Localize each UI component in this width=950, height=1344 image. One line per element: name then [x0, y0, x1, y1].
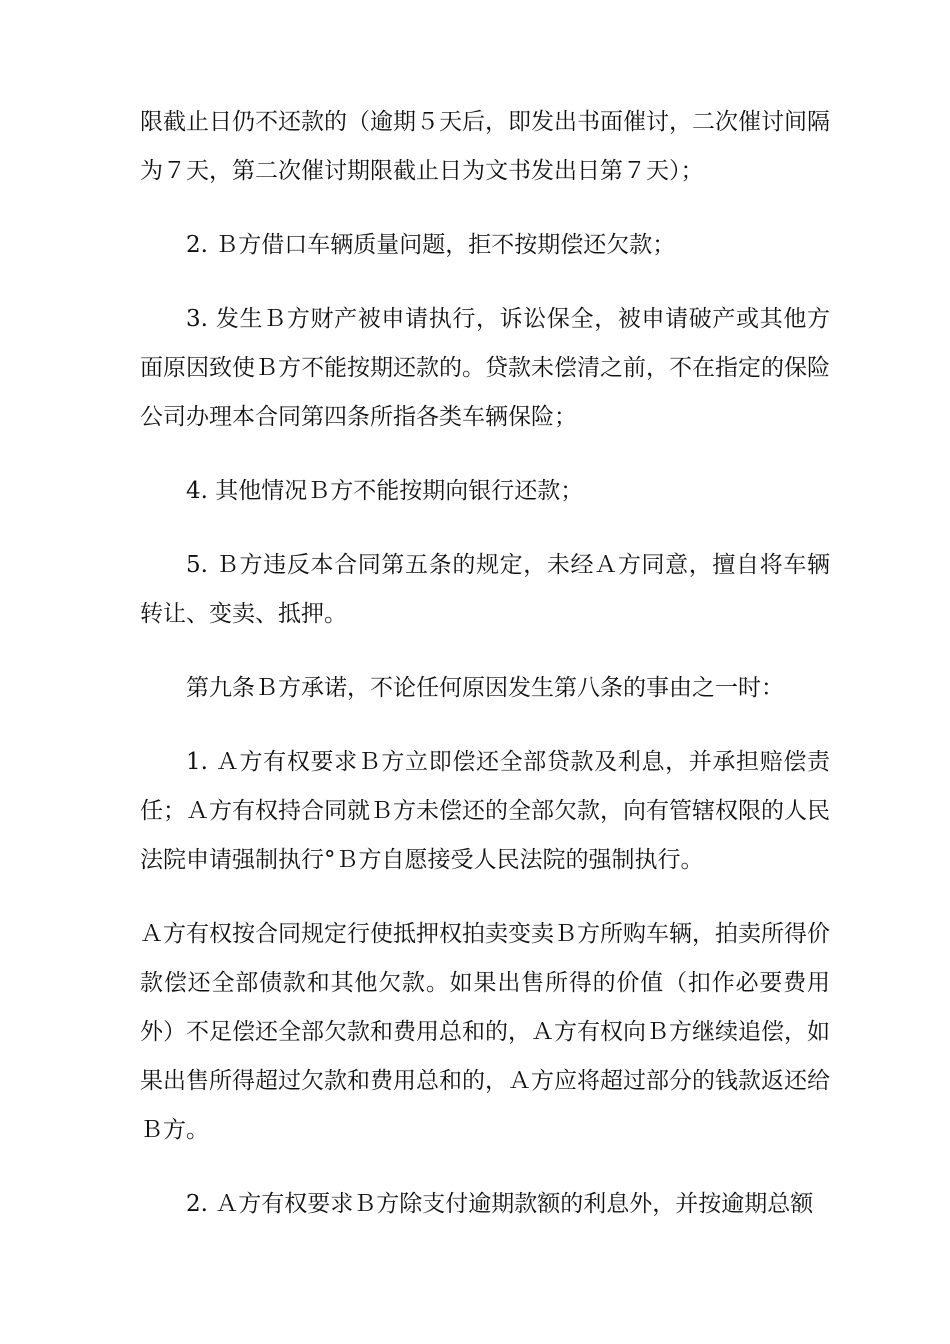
- paragraph-2: 2. Ｂ方借口车辆质量问题，拒不按期偿还欠款；: [186, 232, 676, 258]
- paragraph-4: 4. 其他情况Ｂ方不能按期向银行还款；: [186, 478, 584, 504]
- paragraph-5: 5. Ｂ方违反本合同第五条的规定，未经Ａ方同意，擅自将车辆转让、变卖、抵押。: [140, 552, 830, 627]
- paragraph-7: 1. Ａ方有权要求Ｂ方立即偿还全部贷款及利息，并承担赔偿责任；Ａ方有权持合同就Ｂ方未偿还的全部欠款，向有管辖权限的人民法院申请强制执行°Ｂ方自愿接受人民法院的强制执行。: [140, 749, 830, 873]
- paragraph-9: 2. Ａ方有权要求Ｂ方除支付逾期款额的利息外，并按逾期总额: [186, 1191, 814, 1217]
- paragraph-6: 第九条Ｂ方承诺，不论任何原因发生第八条的事由之一时：: [186, 675, 784, 701]
- paragraph-1: 限截止日仍不还款的（逾期５天后，即发出书面催讨，二次催讨间隔为７天，第二次催讨期限截止日为文书发出日第７天）；: [140, 109, 830, 184]
- paragraph-3: 3. 发生Ｂ方财产被申请执行，诉讼保全，被申请破产或其他方面原因致使Ｂ方不能按期还款的。贷款未偿清之前，不在指定的保险公司办理本合同第四条所指各类车辆保险；: [140, 306, 830, 430]
- document-body: [140, 98, 830, 1254]
- paragraph-8: Ａ方有权按合同规定行使抵押权拍卖变卖Ｂ方所购车辆，拍卖所得价款偿还全部债款和其他欠款。如果出售所得的价值（扣作必要费用外）不足偿还全部欠款和费用总和的，Ａ方有权向Ｂ方继续追偿，如果出售所得超过欠款和费用总和的，Ａ方应将超过部分的钱款返还给Ｂ方。: [140, 921, 830, 1143]
